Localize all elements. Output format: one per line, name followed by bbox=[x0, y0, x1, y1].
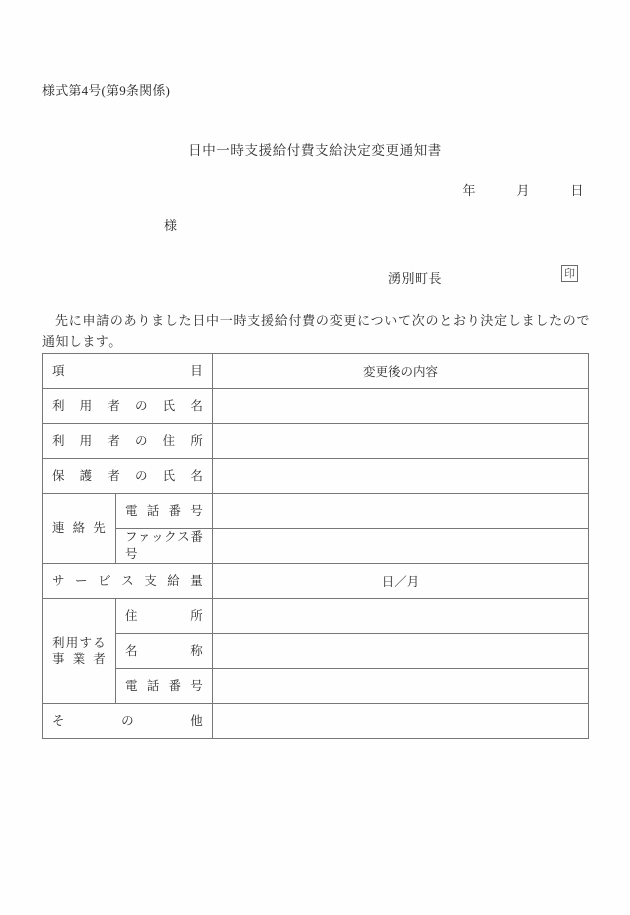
label-cell-provider-name bbox=[116, 634, 213, 669]
row-label-line2: 事業者 bbox=[52, 652, 106, 666]
row-label-line1: 利用する bbox=[52, 636, 106, 650]
row-label: 連絡先 bbox=[52, 521, 106, 535]
label-cell-provider-phone bbox=[116, 669, 213, 704]
value-cell-provider-address[interactable] bbox=[213, 599, 589, 634]
issuer-row bbox=[388, 268, 578, 290]
decision-table bbox=[42, 353, 589, 739]
label-cell-guardian-name bbox=[43, 459, 213, 494]
table-row bbox=[43, 564, 589, 599]
value-cell-provider-name[interactable] bbox=[213, 634, 589, 669]
table-row bbox=[43, 494, 589, 529]
document-title: 日中一時支援給付費支給決定変更通知書 bbox=[188, 143, 442, 158]
label-cell-provider bbox=[43, 599, 116, 704]
row-label: サービス支給量 bbox=[52, 573, 204, 588]
table-header-row bbox=[43, 354, 589, 389]
label-cell-service-amount bbox=[43, 564, 213, 599]
label-cell-provider-address bbox=[116, 599, 213, 634]
row-label: 利用者の住所 bbox=[52, 433, 204, 448]
seal-icon: 印 bbox=[561, 265, 578, 282]
value-cell-contact-fax[interactable] bbox=[213, 529, 589, 564]
value-cell-contact-phone[interactable] bbox=[213, 494, 589, 529]
sub-row-label: 住 所 bbox=[125, 608, 204, 623]
table-row bbox=[43, 529, 589, 564]
form-number: 様式第4号(第9条関係) bbox=[42, 83, 171, 98]
table-row bbox=[43, 389, 589, 424]
issuer-name: 湧別町長 bbox=[388, 271, 443, 286]
body-paragraph: 先に申請のありました日中一時支援給付費の変更について次のとおり決定しましたので通知します。 bbox=[42, 313, 590, 349]
sub-row-label: ファックス番号 bbox=[125, 530, 204, 561]
row-value: 日／月 bbox=[381, 575, 420, 589]
table-row bbox=[43, 599, 589, 634]
date-line: 年 月 日 bbox=[462, 183, 584, 198]
table-row bbox=[43, 669, 589, 704]
row-label: 保護者の氏名 bbox=[52, 468, 204, 483]
label-cell-other bbox=[43, 704, 213, 739]
value-cell-user-name[interactable] bbox=[213, 389, 589, 424]
header-cell-content: 変更後の内容 bbox=[213, 354, 589, 389]
value-cell-service-amount[interactable] bbox=[213, 564, 589, 599]
label-cell-user-address bbox=[43, 424, 213, 459]
row-label: その他 bbox=[52, 713, 204, 728]
sub-row-label: 名 称 bbox=[125, 643, 204, 658]
value-cell-other[interactable] bbox=[213, 704, 589, 739]
row-label: 利用者の氏名 bbox=[52, 398, 204, 413]
table-row bbox=[43, 704, 589, 739]
header-item-label: 項 目 bbox=[52, 363, 204, 378]
value-cell-provider-phone[interactable] bbox=[213, 669, 589, 704]
value-cell-guardian-name[interactable] bbox=[213, 459, 589, 494]
table-row bbox=[43, 634, 589, 669]
label-cell-contact-phone bbox=[116, 494, 213, 529]
header-cell-item bbox=[43, 354, 213, 389]
label-cell-contact bbox=[43, 494, 116, 564]
table-row bbox=[43, 459, 589, 494]
label-cell-contact-fax bbox=[116, 529, 213, 564]
sub-row-label: 電話番号 bbox=[125, 678, 204, 693]
table-row bbox=[43, 424, 589, 459]
addressee-honorific: 様 bbox=[164, 218, 178, 233]
sub-row-label: 電話番号 bbox=[125, 503, 204, 518]
value-cell-user-address[interactable] bbox=[213, 424, 589, 459]
label-cell-user-name bbox=[43, 389, 213, 424]
